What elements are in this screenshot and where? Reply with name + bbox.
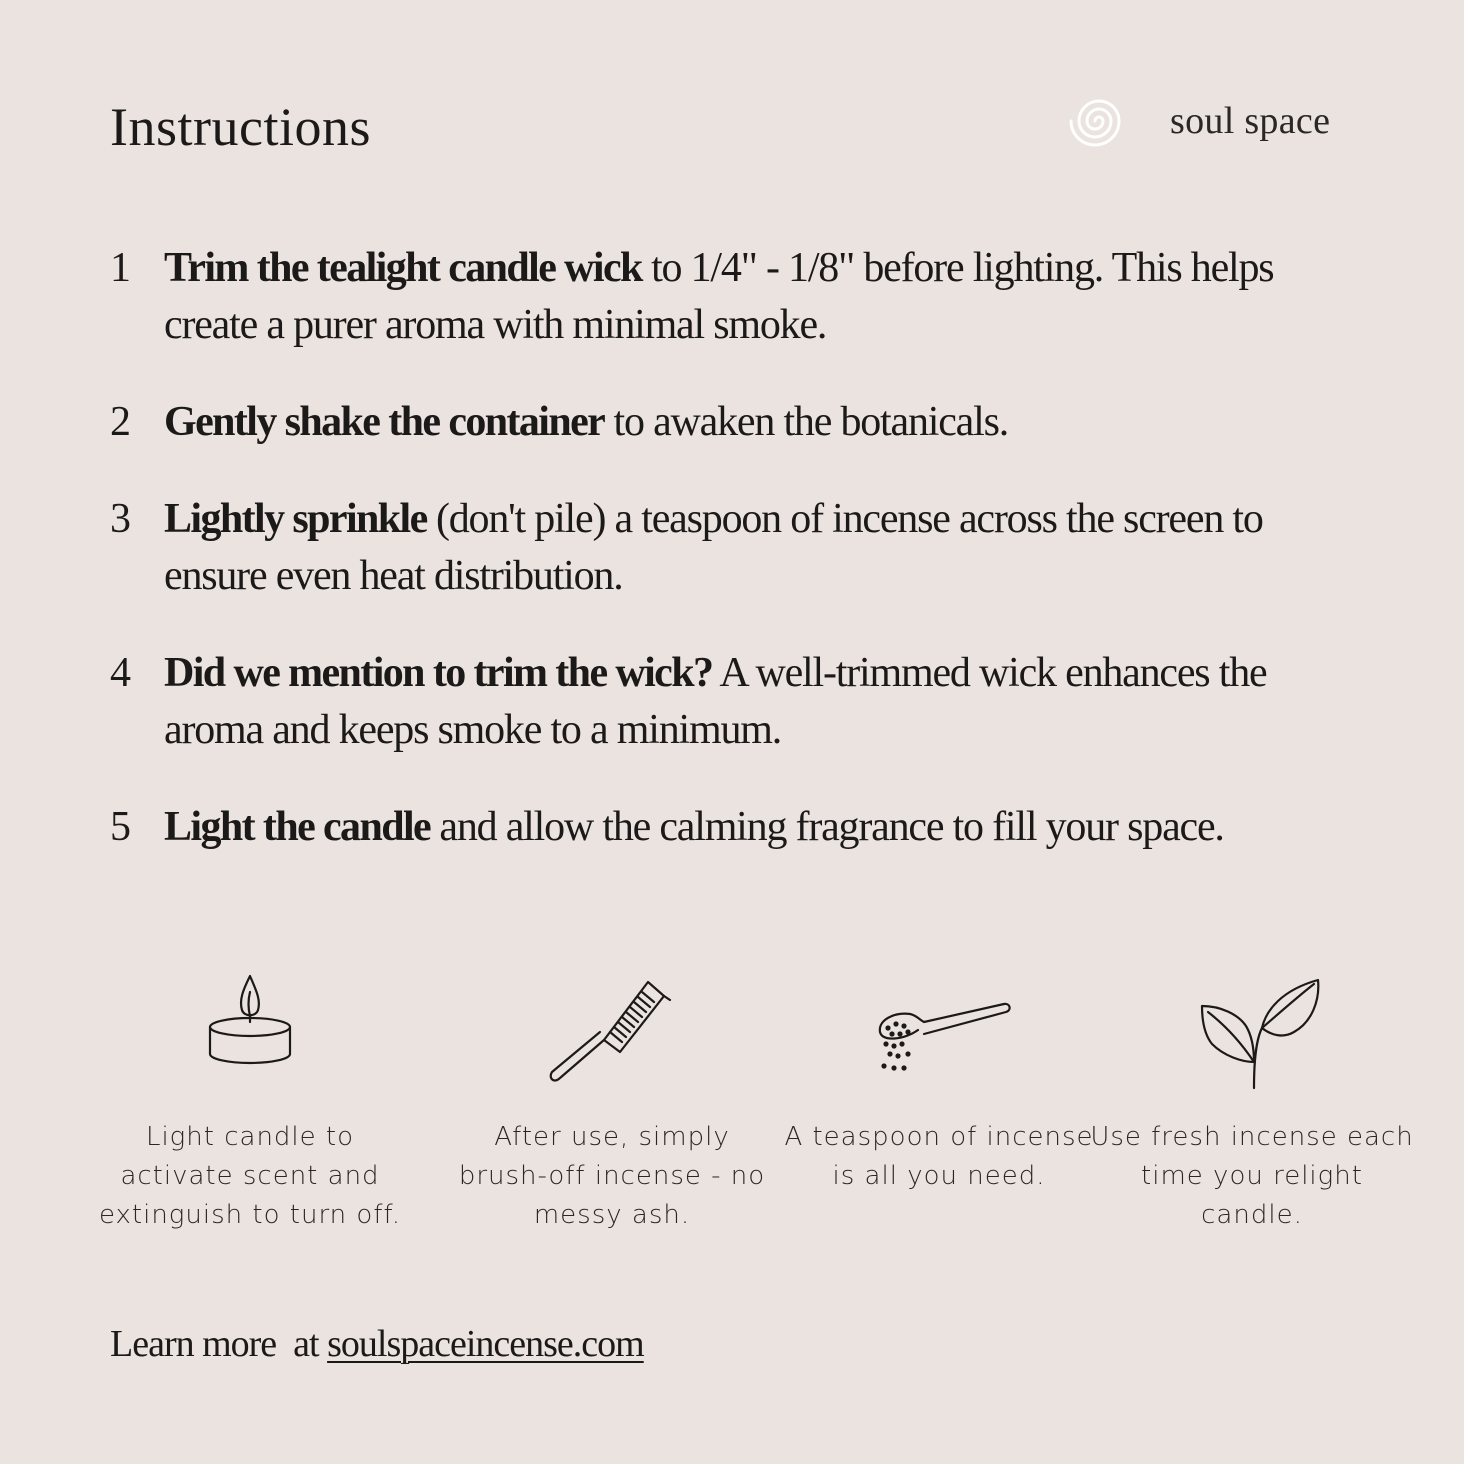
step-bold-text: Light the candle <box>164 804 431 850</box>
step-number: 2 <box>110 399 131 445</box>
tip-text: A teaspoon of incense is all you need. <box>784 1122 1094 1191</box>
teaspoon-icon <box>864 970 1014 1080</box>
tip-text: After use, simply brush-off incense - no messy ash. <box>458 1122 766 1230</box>
step-text: A well-trimmed wick enhances the aroma and keeps smoke to a minimum. <box>164 650 1267 753</box>
tip-text: Use fresh incense each time you relight candle. <box>1090 1122 1414 1230</box>
step-bold-text: Lightly sprinkle <box>164 496 427 542</box>
step-number: 4 <box>110 650 131 696</box>
page-title: Instructions <box>110 97 371 157</box>
instruction-steps <box>110 240 1370 856</box>
step-text: (don't pile) a teaspoon of incense across the screen to ensure even heat distribution. <box>164 496 1263 599</box>
step-1 <box>110 240 1370 354</box>
step-number: 1 <box>110 245 131 291</box>
tip-brush <box>447 970 777 1230</box>
footer <box>110 1322 644 1366</box>
brush-icon <box>542 970 682 1090</box>
step-number: 3 <box>110 496 131 542</box>
step-2 <box>110 394 1370 451</box>
brand <box>1068 90 1330 152</box>
step-bold-text: Trim the tealight candle wick <box>164 245 642 291</box>
step-text: to 1/4" - 1/8" before lighting. This helps create a purer aroma with minimal smoke. <box>164 245 1274 348</box>
swirl-logo-icon <box>1068 90 1130 152</box>
tip-teaspoon <box>774 970 1104 1191</box>
website-link[interactable]: soulspaceincense.com <box>327 1323 644 1365</box>
step-text: to awaken the botanicals. <box>604 399 1009 445</box>
brand-name: soul space <box>1170 100 1331 142</box>
tip-candle <box>85 970 415 1230</box>
step-5 <box>110 799 1370 856</box>
step-3 <box>110 491 1370 605</box>
step-4 <box>110 645 1370 759</box>
tip-leaf <box>1087 970 1417 1230</box>
step-text: and allow the calming fragrance to fill your space. <box>430 804 1224 850</box>
tip-text: Light candle to activate scent and extinguish to turn off. <box>98 1122 402 1230</box>
step-number: 5 <box>110 804 131 850</box>
tips-row <box>0 970 1464 1250</box>
step-bold-text: Did we mention to trim the wick? <box>164 650 713 696</box>
leaf-sprout-icon <box>1182 970 1322 1090</box>
step-bold-text: Gently shake the container <box>164 399 605 445</box>
footer-prefix: Learn more at <box>110 1323 328 1365</box>
tealight-candle-icon <box>200 970 300 1070</box>
